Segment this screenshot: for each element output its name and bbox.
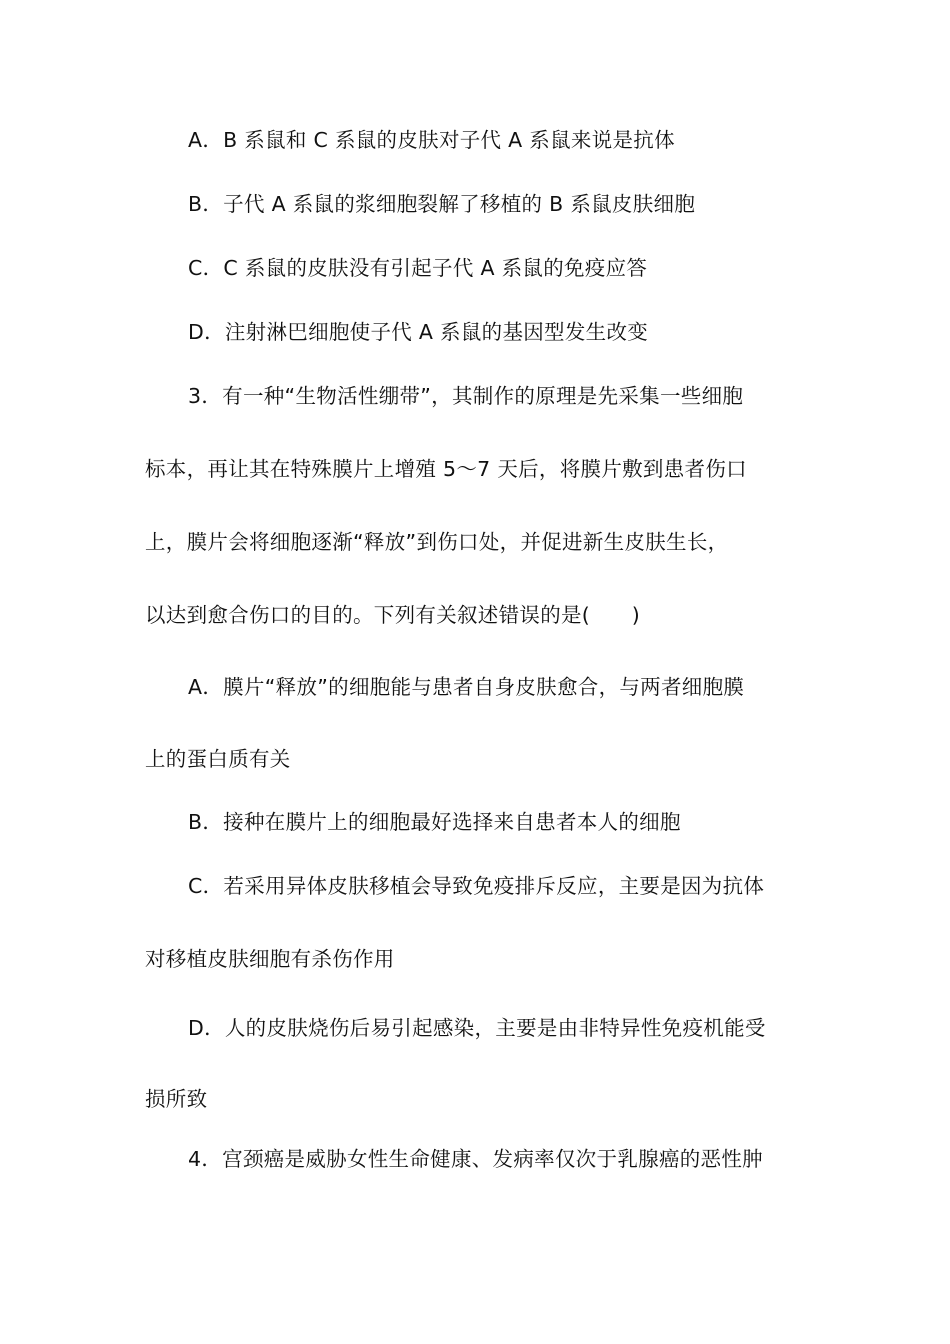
q3-option-d-line-2: 损所致 (145, 1087, 208, 1111)
q3-option-c-line-2: 对移植皮肤细胞有杀伤作用 (145, 947, 395, 971)
q3-option-d-line-1: D．人的皮肤烧伤后易引起感染，主要是由非特异性免疫机能受 (188, 1016, 766, 1040)
q2-option-b: B．子代 A 系鼠的浆细胞裂解了移植的 B 系鼠皮肤细胞 (188, 192, 696, 216)
q3-option-b: B．接种在膜片上的细胞最好选择来自患者本人的细胞 (188, 810, 681, 834)
q2-option-a: A．B 系鼠和 C 系鼠的皮肤对子代 A 系鼠来说是抗体 (188, 128, 675, 152)
q2-option-d: D．注射淋巴细胞使子代 A 系鼠的基因型发生改变 (188, 320, 649, 344)
q3-option-a-line-2: 上的蛋白质有关 (145, 747, 291, 771)
q3-stem-line-4: 以达到愈合伤口的目的。下列有关叙述错误的是( ) (145, 603, 640, 627)
q3-stem-line-1: 3．有一种“生物活性绷带”，其制作的原理是先采集一些细胞 (188, 384, 744, 408)
q3-stem-line-3: 上，膜片会将细胞逐渐“释放”到伤口处，并促进新生皮肤生长， (145, 530, 729, 554)
q4-stem-line-1: 4．宫颈癌是威胁女性生命健康、发病率仅次于乳腺癌的恶性肿 (188, 1147, 763, 1171)
q3-option-a-line-1: A．膜片“释放”的细胞能与患者自身皮肤愈合，与两者细胞膜 (188, 675, 745, 699)
q3-option-c-line-1: C．若采用异体皮肤移植会导致免疫排斥反应，主要是因为抗体 (188, 874, 765, 898)
q2-option-c: C．C 系鼠的皮肤没有引起子代 A 系鼠的免疫应答 (188, 256, 648, 280)
q3-stem-line-2: 标本，再让其在特殊膜片上增殖 5～7 天后，将膜片敷到患者伤口 (145, 457, 747, 481)
